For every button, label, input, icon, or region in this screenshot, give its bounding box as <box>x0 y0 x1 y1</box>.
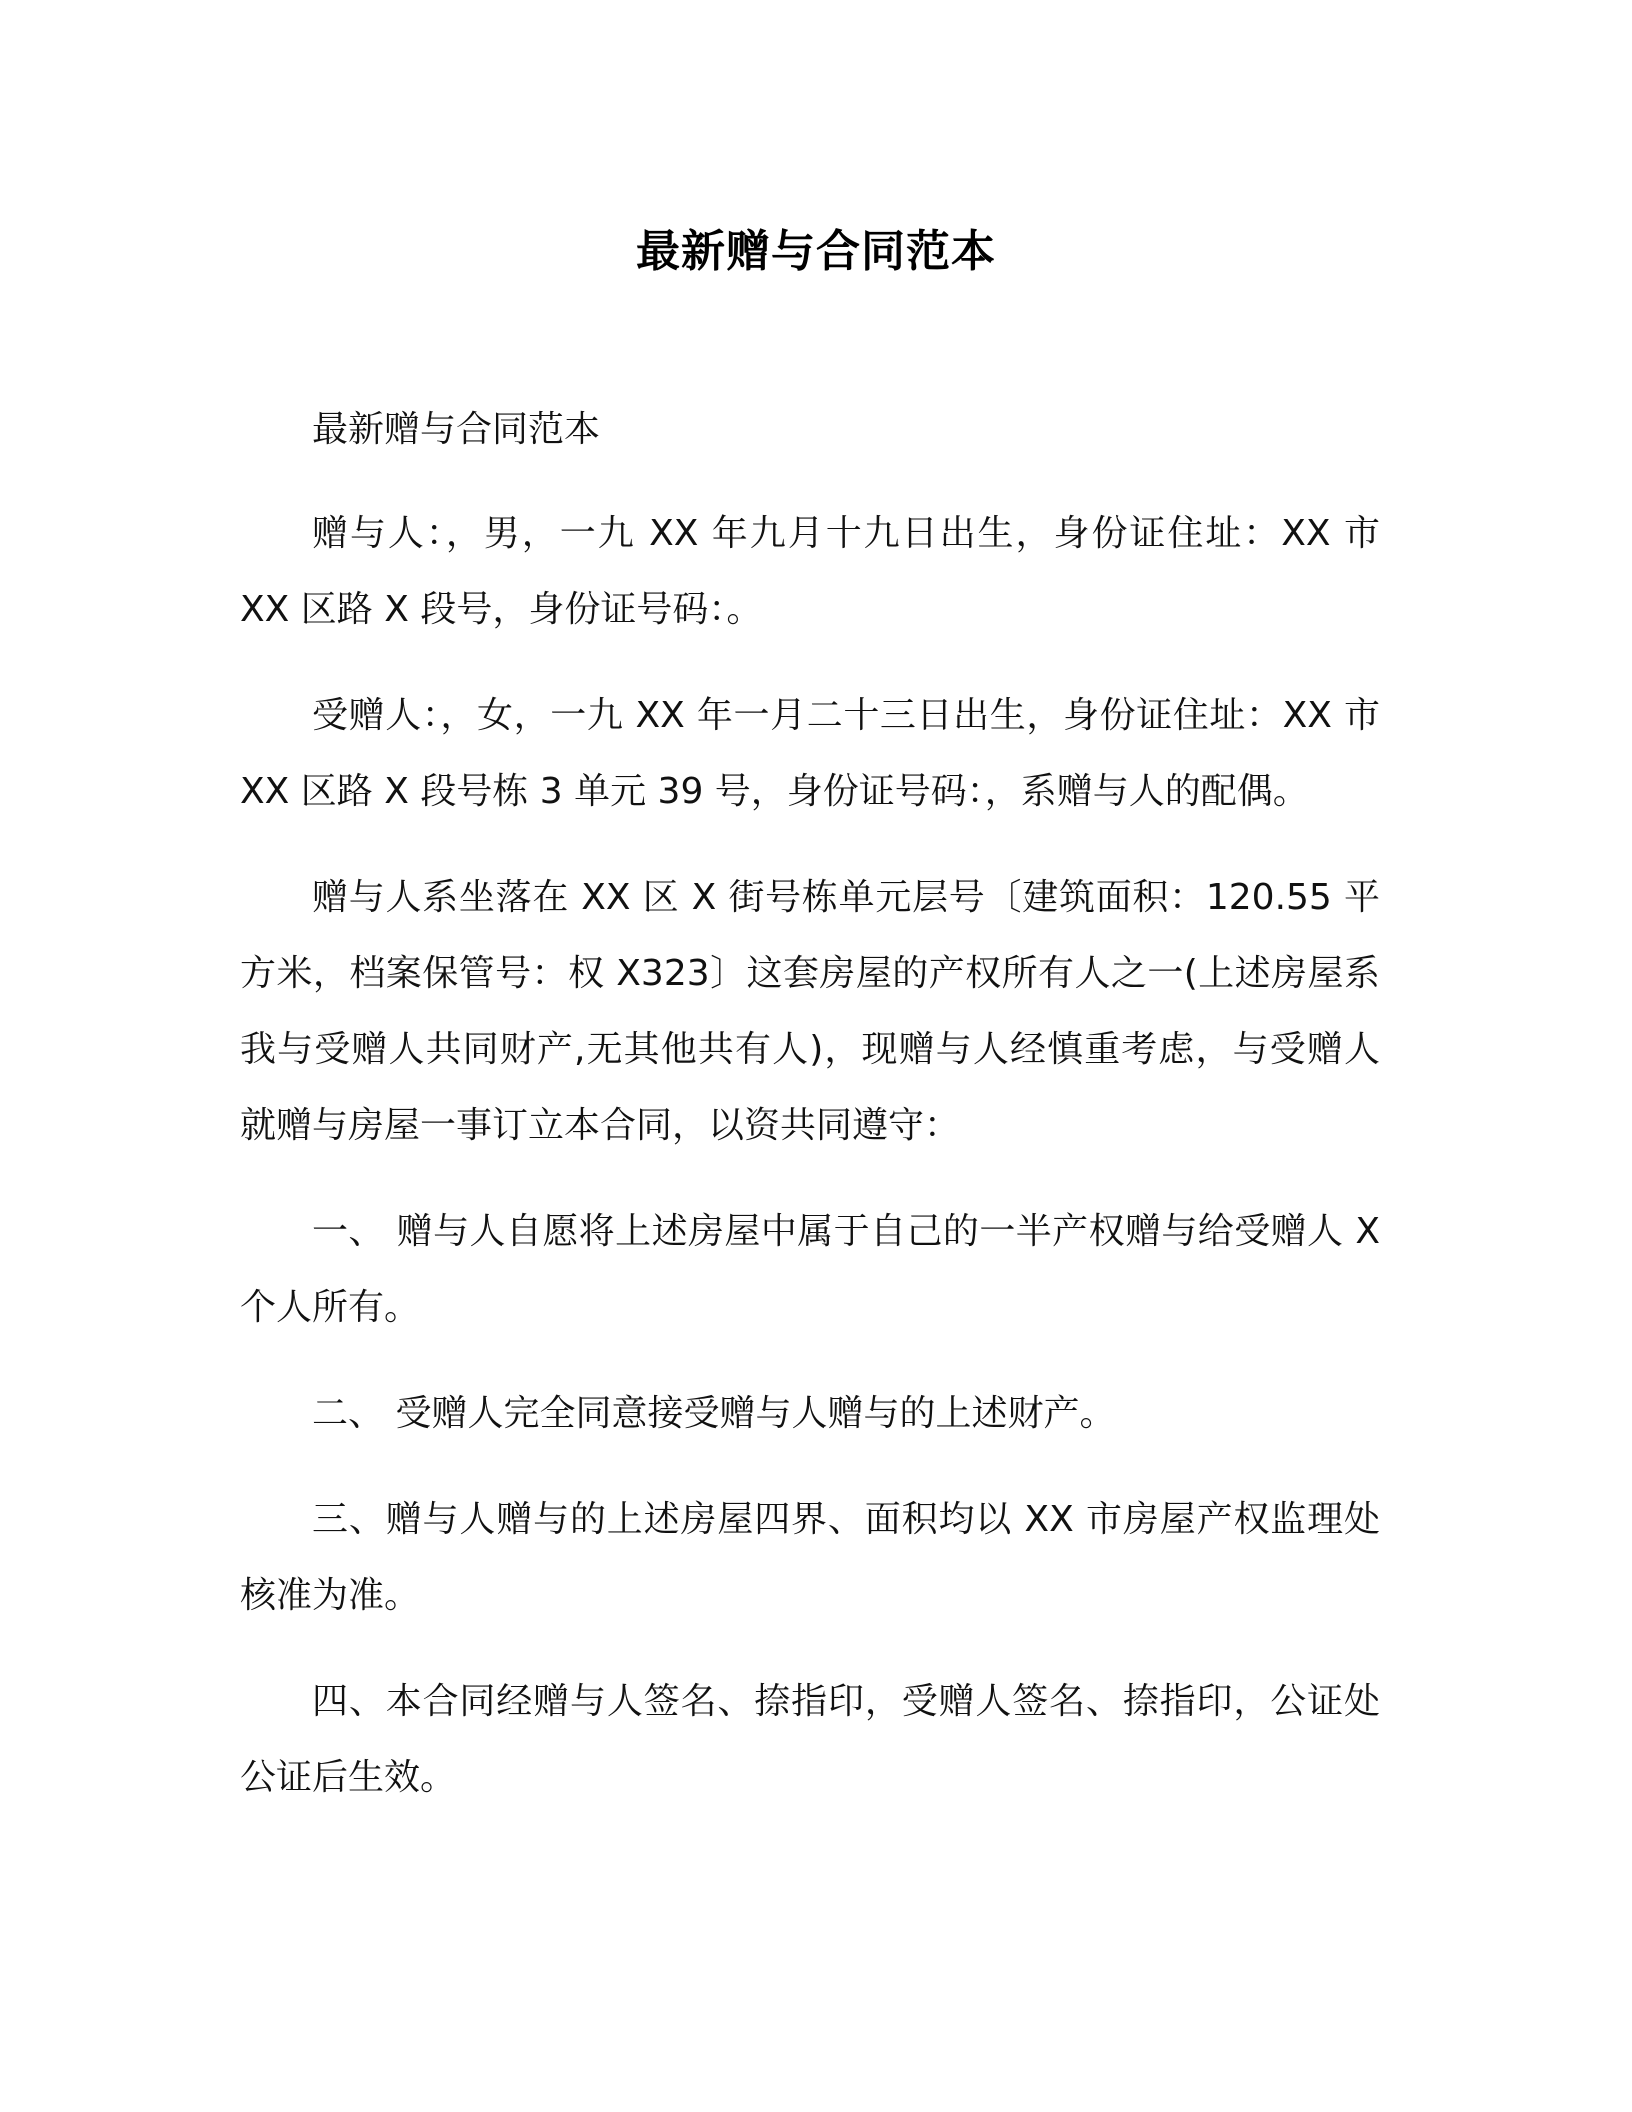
clause-2: 二、 受赠人完全同意接受赠与人赠与的上述财产。 <box>312 1393 1116 1434</box>
paragraph-property: 赠与人系坐落在 XX 区 X 街号栋单元层号〔建筑面积：120.55 平方米，档案保管号：权 X323〕这套房屋的产权所有人之一(上述房屋系我与受赠人共同财产,无其他共有人)，现赠与人经慎重考虑，与受赠人就赠与房屋一事订立本合同，以资共同遵守： <box>240 877 1380 1146</box>
document-title: 最新赠与合同范本 <box>636 226 996 277</box>
paragraph-donor: 赠与人：，男，一九 XX 年九月十九日出生，身份证住址：XX 市 XX 区路 X 段号，身份证号码：。 <box>240 513 1380 630</box>
document-subtitle: 最新赠与合同范本 <box>312 409 601 450</box>
document-body <box>240 392 1380 1846</box>
clause-4: 四、本合同经赠与人签名、捺指印，受赠人签名、捺指印，公证处公证后生效。 <box>240 1681 1380 1798</box>
clause-3: 三、赠与人赠与的上述房屋四界、面积均以 XX 市房屋产权监理处核准为准。 <box>240 1499 1380 1616</box>
paragraph-donee: 受赠人：，女，一九 XX 年一月二十三日出生，身份证住址：XX 市 XX 区路 X 段号栋 3 单元 39 号，身份证号码：，系赠与人的配偶。 <box>240 695 1380 812</box>
clause-1: 一、 赠与人自愿将上述房屋中属于自己的一半产权赠与给受赠人 X 个人所有。 <box>240 1211 1380 1328</box>
